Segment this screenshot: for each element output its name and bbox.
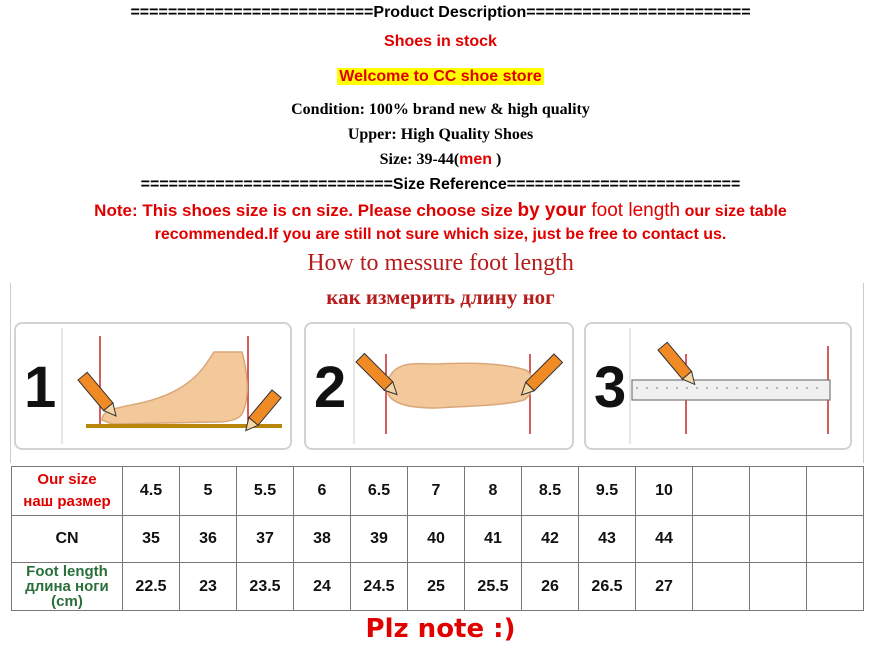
note-line-1 <box>0 200 881 222</box>
step-2-number: 2 <box>314 355 347 420</box>
cn-cell: 40 <box>408 516 465 563</box>
foot-length-cell: 26 <box>522 563 579 611</box>
our-size-cell: 9.5 <box>579 467 636 516</box>
cn-cell <box>807 516 864 563</box>
size-gender: men <box>459 151 493 168</box>
foot-length-cell: 24 <box>294 563 351 611</box>
foot-length-cell: 27 <box>636 563 693 611</box>
upper-text: Upper: High Quality Shoes <box>347 126 534 143</box>
foot-length-label: Foot length <box>26 563 108 580</box>
our-size-cell: 8 <box>465 467 522 516</box>
measure-title-en: How to messure foot length <box>307 250 574 276</box>
foot-length-cell: 26.5 <box>579 563 636 611</box>
our-size-cell: 6 <box>294 467 351 516</box>
note-part-c: foot length <box>586 200 681 221</box>
foot-length-cell: 23 <box>180 563 237 611</box>
our-size-cell <box>750 467 807 516</box>
cn-cell: 42 <box>522 516 579 563</box>
our-size-label: Our size <box>37 471 97 488</box>
our-size-cell: 5.5 <box>237 467 294 516</box>
our-size-label-ru: наш размер <box>23 493 111 510</box>
foot-side-illustration <box>16 324 290 448</box>
table-row-foot-length <box>12 563 864 611</box>
welcome-banner <box>0 68 881 86</box>
measure-title-ru: как измерить длину ног <box>326 285 555 309</box>
table-row-our-size <box>12 467 864 516</box>
ruler-illustration <box>586 324 850 448</box>
our-size-cell <box>807 467 864 516</box>
row-label-our-size <box>12 467 123 516</box>
cn-cell: 41 <box>465 516 522 563</box>
in-stock-text: Shoes in stock <box>384 33 497 50</box>
cn-cell <box>693 516 750 563</box>
our-size-cell: 6.5 <box>351 467 408 516</box>
step-3-number: 3 <box>594 355 627 420</box>
cn-cell: 44 <box>636 516 693 563</box>
cn-cell: 37 <box>237 516 294 563</box>
size-range-text <box>0 151 881 169</box>
measure-step-2-panel <box>304 322 574 450</box>
foot-top-illustration <box>306 324 572 448</box>
cn-cell: 35 <box>123 516 180 563</box>
note-part-a: Note: This shoes size is cn size. Please choose size <box>94 201 518 220</box>
cn-cell: 39 <box>351 516 408 563</box>
row-label-cn: CN <box>12 516 123 563</box>
foot-length-cell: 23.5 <box>237 563 294 611</box>
size-table <box>11 466 864 611</box>
cn-cell <box>750 516 807 563</box>
cn-cell: 38 <box>294 516 351 563</box>
foot-length-cell: 25 <box>408 563 465 611</box>
foot-length-unit: (cm) <box>51 593 83 610</box>
plz-note-text: Plz note :) <box>365 614 516 644</box>
size-suffix: ) <box>492 151 502 168</box>
our-size-cell: 7 <box>408 467 465 516</box>
foot-length-cell <box>807 563 864 611</box>
note-part-d: our size table <box>680 203 787 220</box>
measure-step-1-panel <box>14 322 292 450</box>
welcome-text: Welcome to CC shoe store <box>339 68 542 85</box>
foot-length-cell <box>750 563 807 611</box>
cn-cell: 43 <box>579 516 636 563</box>
size-reference-heading: ===========================Size Reference========================= <box>140 176 741 193</box>
table-row-cn <box>12 516 864 563</box>
foot-length-label-ru: длина ноги <box>25 578 109 595</box>
our-size-cell <box>693 467 750 516</box>
note-part-b: by your <box>517 200 587 221</box>
our-size-cell: 5 <box>180 467 237 516</box>
foot-length-cell: 24.5 <box>351 563 408 611</box>
note-line-2: recommended.If you are still not sure which size, just be free to contact us. <box>154 226 727 243</box>
measure-step-3-panel <box>584 322 852 450</box>
foot-length-cell <box>693 563 750 611</box>
size-prefix: Size: 39-44( <box>379 151 460 168</box>
product-description-heading: ==========================Product Description======================== <box>130 4 751 21</box>
our-size-cell: 4.5 <box>123 467 180 516</box>
our-size-cell: 10 <box>636 467 693 516</box>
cn-cell: 36 <box>180 516 237 563</box>
foot-length-cell: 22.5 <box>123 563 180 611</box>
row-label-foot-length <box>12 563 123 611</box>
condition-text: Condition: 100% brand new & high quality <box>291 101 590 118</box>
foot-length-cell: 25.5 <box>465 563 522 611</box>
step-1-number: 1 <box>24 355 57 420</box>
our-size-cell: 8.5 <box>522 467 579 516</box>
